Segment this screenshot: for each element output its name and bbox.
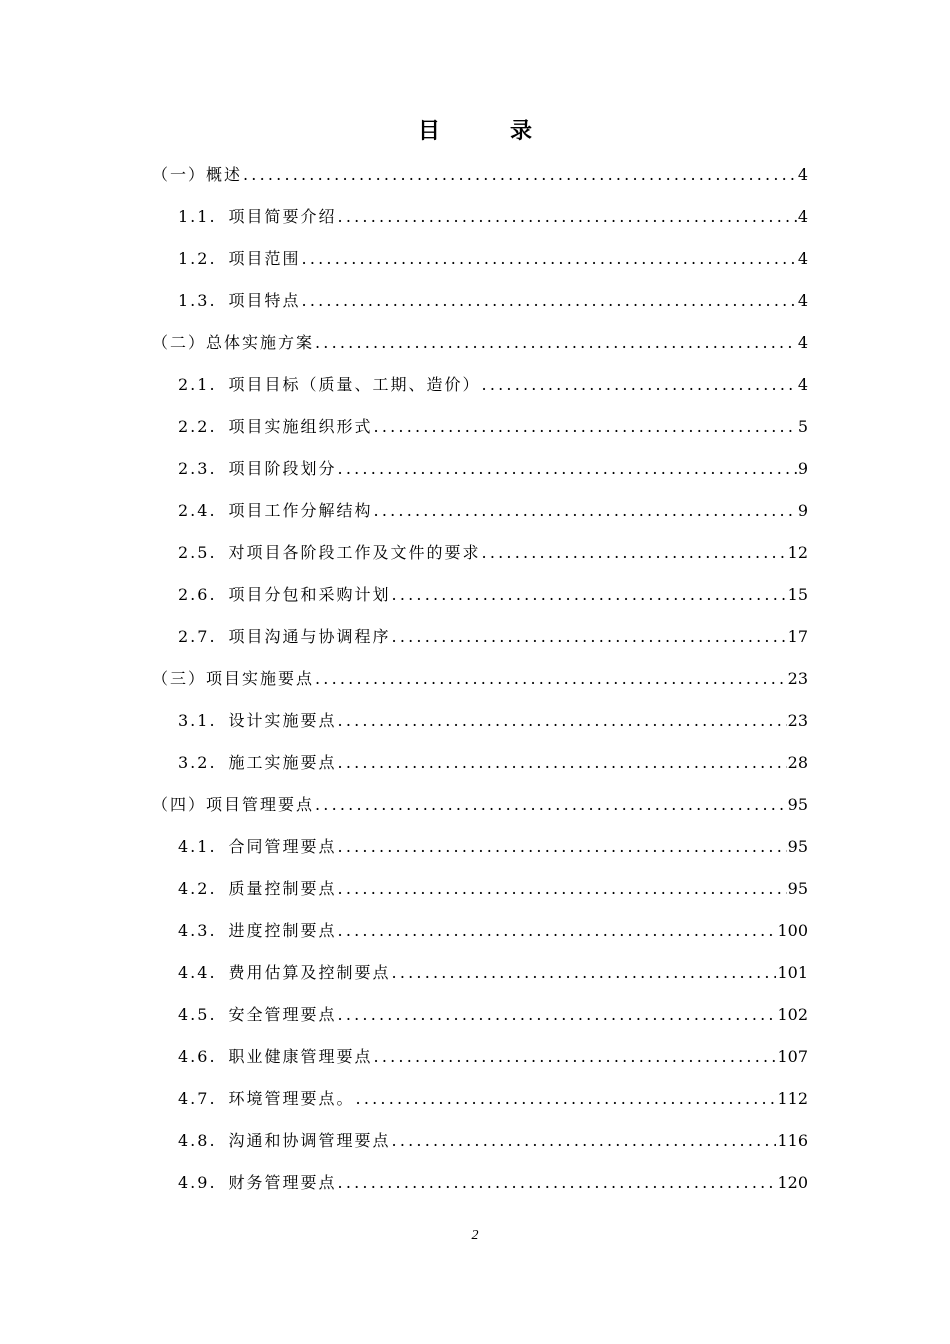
toc-entry-label: 职业健康管理要点 (228, 1047, 373, 1066)
toc-entry-page-number: 28 (787, 753, 808, 772)
toc-entry-page-number: 4 (797, 291, 808, 310)
toc-entry[interactable] (152, 154, 808, 196)
toc-dot-leader (356, 1078, 777, 1120)
toc-entry-page-number: 95 (787, 879, 808, 898)
toc-entry-label: 项目沟通与协调程序 (228, 627, 391, 646)
toc-entry-label: 安全管理要点 (228, 1005, 337, 1024)
toc-title-part2: 录 (510, 118, 533, 144)
toc-entry-page-number: 95 (787, 837, 808, 856)
toc-entry-label: 进度控制要点 (228, 921, 337, 940)
toc-dot-leader (338, 700, 787, 742)
toc-entry-number: 3.2. (178, 753, 217, 772)
toc-entry-label: 施工实施要点 (228, 753, 337, 772)
toc-entry-page-number: 15 (787, 585, 808, 604)
toc-entry[interactable] (152, 700, 808, 742)
toc-entry[interactable] (152, 448, 808, 490)
toc-entry-number: 4.1. (178, 837, 217, 856)
toc-entry-label: 财务管理要点 (228, 1173, 337, 1192)
toc-dot-leader (374, 490, 797, 532)
toc-entry[interactable] (152, 994, 808, 1036)
toc-dot-leader (302, 238, 797, 280)
toc-entry-page-number: 4 (797, 375, 808, 394)
toc-entry-number: 4.7. (178, 1089, 217, 1108)
toc-entry-number: 4.6. (178, 1047, 217, 1066)
toc-entry-number: 4.9. (178, 1173, 217, 1192)
toc-entry-page-number: 23 (787, 711, 808, 730)
toc-entry-page-number: 112 (777, 1089, 808, 1108)
toc-entry-page-number: 9 (797, 459, 808, 478)
toc-entry-number: 2.5. (178, 543, 217, 562)
toc-entry-number: 2.3. (178, 459, 217, 478)
toc-entry-page-number: 9 (797, 501, 808, 520)
toc-entry-label: （三）项目实施要点 (152, 669, 315, 688)
toc-entry-number: 4.8. (178, 1131, 217, 1150)
toc-entry-label: （一）概述 (152, 165, 243, 184)
toc-entry-label: 项目分包和采购计划 (228, 585, 391, 604)
toc-entry-label: 合同管理要点 (228, 837, 337, 856)
toc-entry[interactable] (152, 742, 808, 784)
toc-entry[interactable] (152, 196, 808, 238)
toc-entry-label: 沟通和协调管理要点 (228, 1131, 391, 1150)
toc-entry-page-number: 12 (787, 543, 808, 562)
toc-entry-label: 环境管理要点。 (228, 1089, 355, 1108)
toc-entry[interactable] (152, 490, 808, 532)
toc-entry-page-number: 120 (777, 1173, 808, 1192)
toc-dot-leader (302, 280, 797, 322)
toc-entry-label: 项目范围 (228, 249, 301, 268)
toc-entry[interactable] (152, 1078, 808, 1120)
toc-entry-page-number: 100 (777, 921, 808, 940)
toc-entry-label: 项目阶段划分 (228, 459, 337, 478)
toc-entry-page-number: 17 (787, 627, 808, 646)
toc-title-part1: 目 (417, 118, 440, 144)
toc-entry-label: 项目简要介绍 (228, 207, 337, 226)
toc-entry-number: 1.1. (178, 207, 217, 226)
toc-entry[interactable] (152, 1036, 808, 1078)
toc-dot-leader (315, 784, 787, 826)
toc-dot-leader (338, 994, 777, 1036)
toc-entry-label: 质量控制要点 (228, 879, 337, 898)
toc-entry-number: 4.5. (178, 1005, 217, 1024)
toc-entry[interactable] (152, 574, 808, 616)
toc-dot-leader (338, 196, 797, 238)
toc-entry-label: 对项目各阶段工作及文件的要求 (228, 543, 481, 562)
toc-entry-page-number: 4 (797, 165, 808, 184)
toc-entry-number: 2.4. (178, 501, 217, 520)
toc-dot-leader (392, 952, 777, 994)
toc-dot-leader (338, 448, 797, 490)
toc-dot-leader (392, 1120, 777, 1162)
toc-entry-number: 2.2. (178, 417, 217, 436)
toc-entry-number: 3.1. (178, 711, 217, 730)
toc-dot-leader (338, 1162, 777, 1204)
toc-entry-page-number: 107 (777, 1047, 808, 1066)
toc-entry[interactable] (152, 532, 808, 574)
toc-entry-number: 2.7. (178, 627, 217, 646)
toc-entry[interactable] (152, 616, 808, 658)
toc-entry[interactable] (152, 406, 808, 448)
toc-entry[interactable] (152, 868, 808, 910)
toc-entry[interactable] (152, 952, 808, 994)
toc-dot-leader (482, 364, 797, 406)
toc-entry-label: 项目目标（质量、工期、造价） (228, 375, 481, 394)
toc-entry[interactable] (152, 238, 808, 280)
toc-entry-page-number: 116 (777, 1131, 808, 1150)
toc-entry-label: 项目工作分解结构 (228, 501, 373, 520)
toc-entry-number: 2.1. (178, 375, 217, 394)
toc-entry-page-number: 102 (777, 1005, 808, 1024)
toc-entry-page-number: 4 (797, 207, 808, 226)
toc-entry-label: （四）项目管理要点 (152, 795, 315, 814)
toc-entry[interactable] (152, 1120, 808, 1162)
toc-title (0, 114, 950, 145)
toc-entry[interactable] (152, 1162, 808, 1204)
toc-dot-leader (243, 154, 797, 196)
toc-dot-leader (482, 532, 787, 574)
toc-entry-number: 2.6. (178, 585, 217, 604)
toc-dot-leader (374, 1036, 777, 1078)
toc-dot-leader (338, 910, 777, 952)
toc-entry-number: 1.2. (178, 249, 217, 268)
toc-entry-number: 4.4. (178, 963, 217, 982)
toc-entry-number: 1.3. (178, 291, 217, 310)
toc-entry-number: 4.3. (178, 921, 217, 940)
toc-dot-leader (374, 406, 797, 448)
toc-entry-page-number: 23 (787, 669, 808, 688)
toc-dot-leader (392, 616, 787, 658)
toc-entry[interactable] (152, 910, 808, 952)
toc-dot-leader (338, 826, 787, 868)
toc-entry-page-number: 5 (797, 417, 808, 436)
toc-entry-number: 4.2. (178, 879, 217, 898)
toc-entry-label: 费用估算及控制要点 (228, 963, 391, 982)
toc-entry-page-number: 4 (797, 249, 808, 268)
toc-entry[interactable] (152, 826, 808, 868)
toc-entry-page-number: 101 (777, 963, 808, 982)
toc-entry-page-number: 4 (797, 333, 808, 352)
toc-dot-leader (392, 574, 787, 616)
toc-entry[interactable] (152, 658, 808, 700)
toc-entry[interactable] (152, 364, 808, 406)
toc-entry-label: 设计实施要点 (228, 711, 337, 730)
toc-entry-label: 项目特点 (228, 291, 301, 310)
toc-dot-leader (315, 322, 797, 364)
toc-entry-page-number: 95 (787, 795, 808, 814)
toc-entry[interactable] (152, 784, 808, 826)
toc-entry-label: 项目实施组织形式 (228, 417, 373, 436)
table-of-contents (152, 154, 808, 1204)
footer-page-number: 2 (471, 1228, 479, 1243)
toc-entry[interactable] (152, 322, 808, 364)
toc-dot-leader (338, 742, 787, 784)
toc-dot-leader (315, 658, 787, 700)
toc-dot-leader (338, 868, 787, 910)
toc-entry-label: （二）总体实施方案 (152, 333, 315, 352)
toc-entry[interactable] (152, 280, 808, 322)
